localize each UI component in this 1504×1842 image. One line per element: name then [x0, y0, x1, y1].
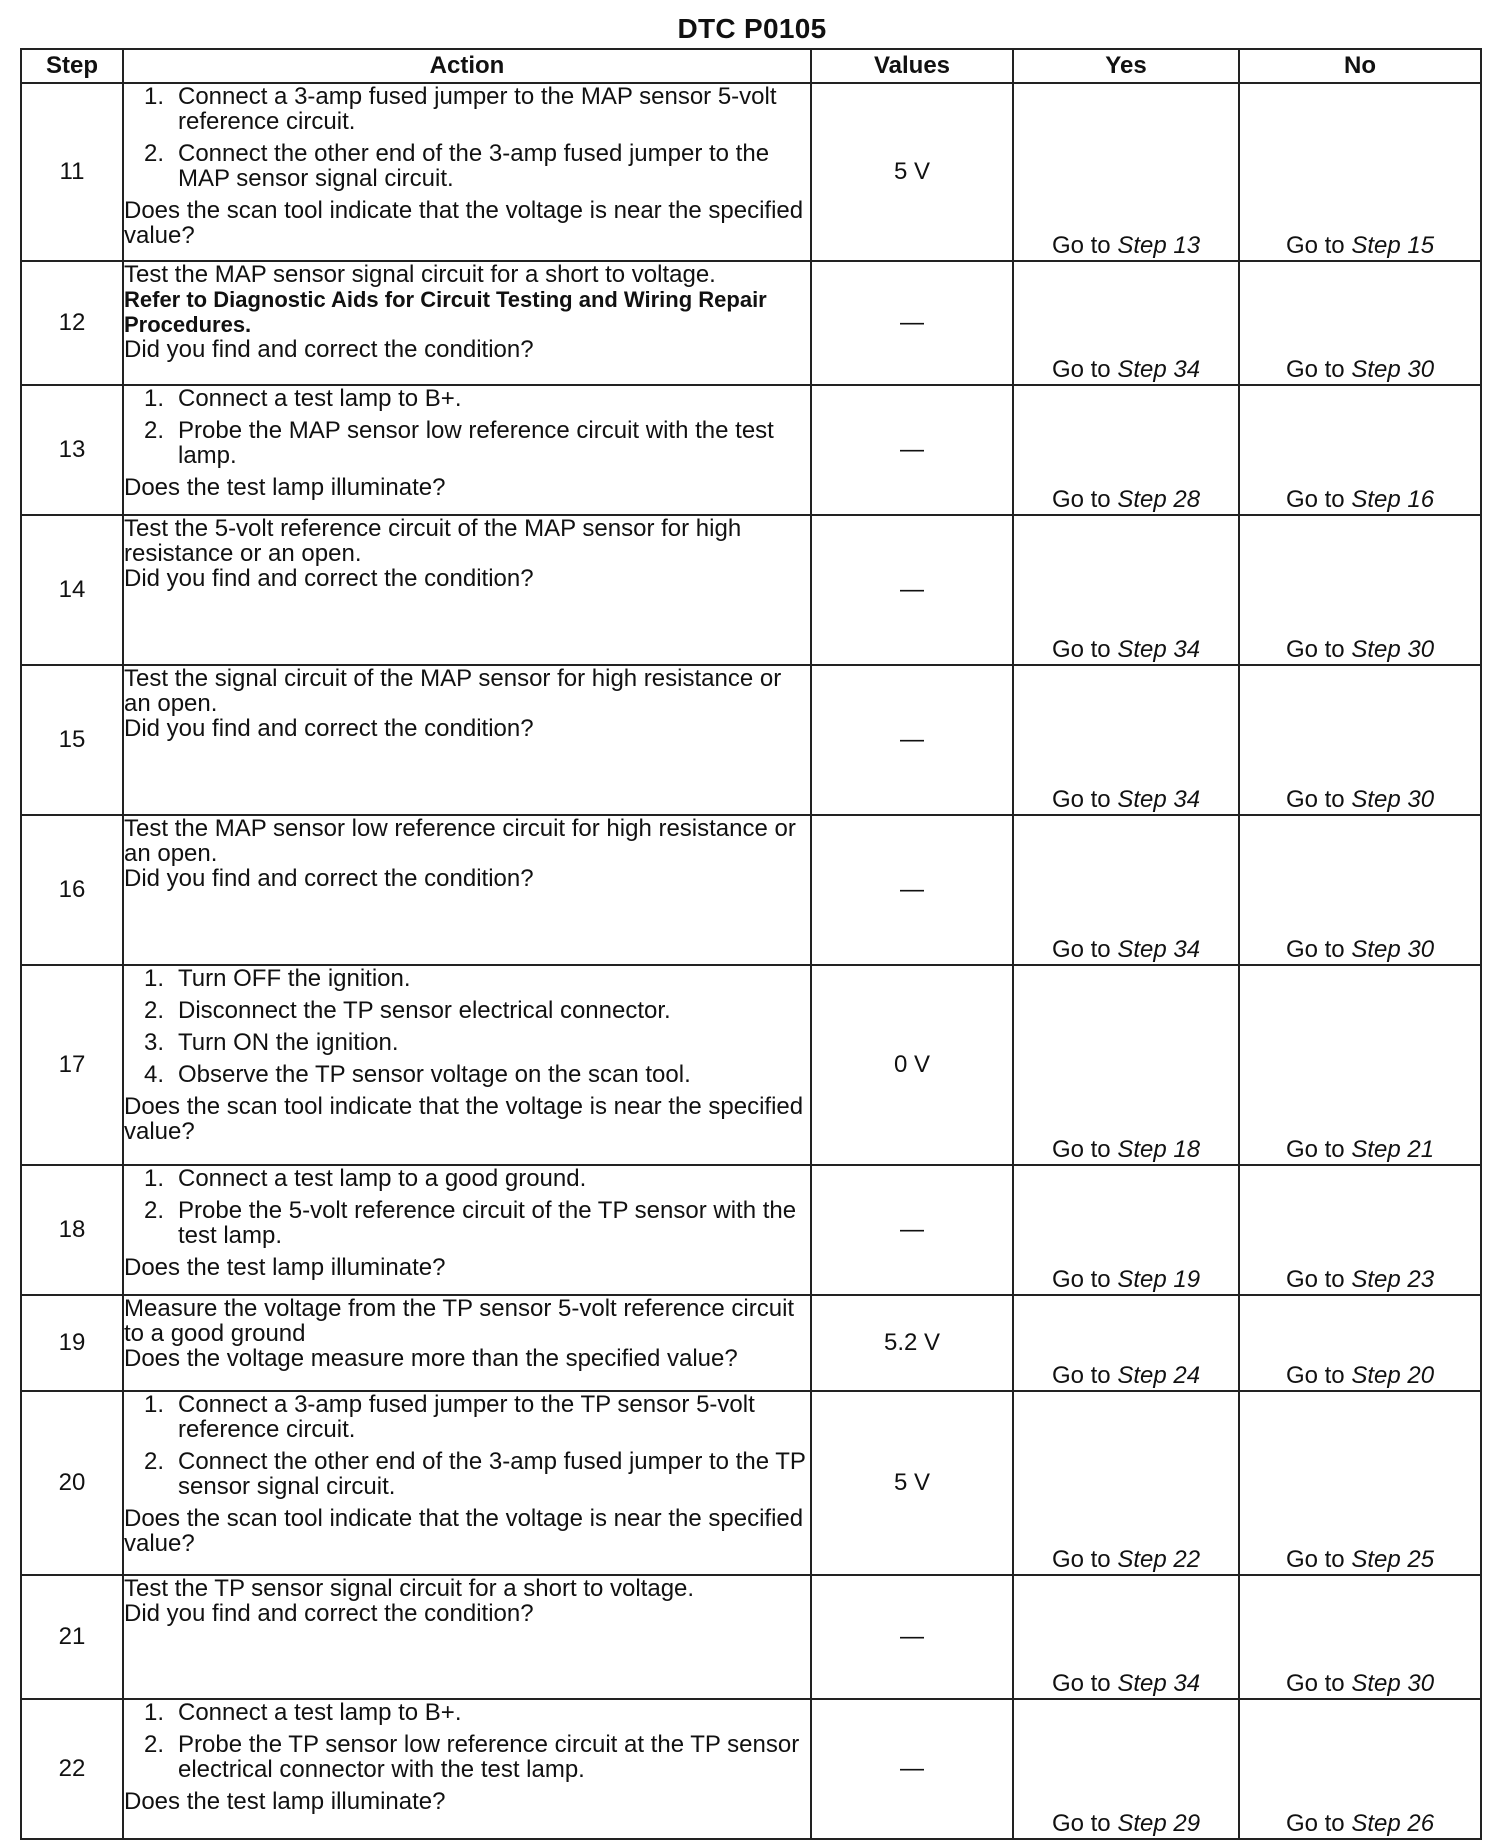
question-text: Does the test lamp illuminate?: [124, 1788, 446, 1815]
table-row: [21, 515, 1481, 665]
no-step-link[interactable]: Step 30: [1351, 786, 1435, 813]
step-number: 15: [21, 665, 123, 815]
yes-cell: [1013, 515, 1239, 665]
list-item-text: Connect a test lamp to a good ground.: [178, 1165, 587, 1192]
question-text: Does the scan tool indicate that the voltage is near the specified value?: [124, 1505, 804, 1557]
go-to-label: Go to: [1051, 1362, 1111, 1389]
list-item-number: 1.: [144, 83, 165, 110]
action-cell: [123, 665, 811, 815]
no-step-link[interactable]: Step 16: [1351, 486, 1435, 513]
action-list-item: [124, 386, 810, 411]
step-number: 22: [21, 1699, 123, 1839]
action-cell: [123, 1391, 811, 1575]
diagnostic-table: [20, 48, 1482, 1840]
action-cell: [123, 965, 811, 1165]
no-cell: [1239, 261, 1481, 385]
value-cell: 5.2 V: [811, 1295, 1013, 1391]
action-list-item: [124, 84, 810, 134]
yes-step-link[interactable]: Step 24: [1117, 1362, 1201, 1389]
question-text: Did you find and correct the condition?: [124, 1600, 534, 1627]
action-list-item: [124, 1449, 810, 1499]
value-cell: —: [811, 515, 1013, 665]
header-action: Action: [123, 49, 811, 83]
yes-cell: [1013, 815, 1239, 965]
table-row: [21, 1165, 1481, 1295]
no-cell: [1239, 1295, 1481, 1391]
go-to-label: Go to: [1051, 786, 1111, 813]
go-to-label: Go to: [1051, 232, 1111, 259]
page-title: DTC P0105: [677, 13, 827, 44]
value-cell: —: [811, 1165, 1013, 1295]
no-cell: [1239, 665, 1481, 815]
list-item-text: Probe the TP sensor low reference circuit at the TP sensor electrical connector with the test lamp.: [178, 1731, 800, 1783]
action-text: Measure the voltage from the TP sensor 5-volt reference circuit to a good ground: [124, 1295, 795, 1347]
question-text: Did you find and correct the condition?: [124, 565, 534, 592]
no-step-link[interactable]: Step 23: [1351, 1266, 1435, 1293]
no-cell: [1239, 1165, 1481, 1295]
table-row: [21, 965, 1481, 1165]
table-row: [21, 385, 1481, 515]
header-yes: Yes: [1013, 49, 1239, 83]
list-item-text: Connect the other end of the 3-amp fused jumper to the TP sensor signal circuit.: [178, 1448, 806, 1500]
no-step-link[interactable]: Step 26: [1351, 1810, 1435, 1837]
table-row: [21, 665, 1481, 815]
yes-step-link[interactable]: Step 34: [1117, 936, 1201, 963]
list-item-number: 3.: [144, 1029, 165, 1056]
yes-cell: [1013, 83, 1239, 261]
action-cell: [123, 815, 811, 965]
action-list-item: [124, 1062, 810, 1087]
action-list-item: [124, 1030, 810, 1055]
yes-cell: [1013, 1165, 1239, 1295]
no-step-link[interactable]: Step 30: [1351, 356, 1435, 383]
action-cell: [123, 1575, 811, 1699]
go-to-label: Go to: [1051, 636, 1111, 663]
list-item-text: Observe the TP sensor voltage on the scan tool.: [178, 1061, 691, 1088]
value-cell: 5 V: [811, 1391, 1013, 1575]
step-number: 16: [21, 815, 123, 965]
go-to-label: Go to: [1285, 486, 1345, 513]
step-number: 17: [21, 965, 123, 1165]
no-cell: [1239, 83, 1481, 261]
list-item-number: 2.: [144, 1197, 165, 1224]
yes-step-link[interactable]: Step 34: [1117, 1670, 1201, 1697]
no-cell: [1239, 515, 1481, 665]
no-step-link[interactable]: Step 30: [1351, 936, 1435, 963]
step-number: 21: [21, 1575, 123, 1699]
go-to-label: Go to: [1051, 1670, 1111, 1697]
question-text: Does the voltage measure more than the specified value?: [124, 1345, 738, 1372]
header-values: Values: [811, 49, 1013, 83]
action-cell: [123, 515, 811, 665]
step-number: 19: [21, 1295, 123, 1391]
action-list-item: [124, 141, 810, 191]
no-cell: [1239, 1699, 1481, 1839]
go-to-label: Go to: [1285, 356, 1345, 383]
yes-cell: [1013, 1575, 1239, 1699]
list-item-text: Connect a test lamp to B+.: [178, 385, 462, 412]
no-cell: [1239, 815, 1481, 965]
no-cell: [1239, 1391, 1481, 1575]
table-row: [21, 1391, 1481, 1575]
action-text: Test the MAP sensor low reference circuit for high resistance or an open.: [124, 815, 796, 867]
value-cell: —: [811, 261, 1013, 385]
value-cell: 5 V: [811, 83, 1013, 261]
table-row: [21, 1699, 1481, 1839]
list-item-text: Disconnect the TP sensor electrical connector.: [178, 997, 671, 1024]
step-number: 18: [21, 1165, 123, 1295]
step-number: 14: [21, 515, 123, 665]
value-cell: —: [811, 1699, 1013, 1839]
table-row: [21, 83, 1481, 261]
yes-cell: [1013, 385, 1239, 515]
go-to-label: Go to: [1285, 232, 1345, 259]
yes-cell: [1013, 965, 1239, 1165]
list-item-number: 4.: [144, 1061, 165, 1088]
yes-step-link[interactable]: Step 34: [1117, 636, 1201, 663]
go-to-label: Go to: [1051, 356, 1111, 383]
go-to-label: Go to: [1051, 1546, 1111, 1573]
list-item-text: Connect a 3-amp fused jumper to the MAP sensor 5-volt reference circuit.: [178, 83, 777, 135]
table-row: [21, 1295, 1481, 1391]
question-text: Does the scan tool indicate that the voltage is near the specified value?: [124, 197, 804, 249]
table-row: [21, 815, 1481, 965]
list-item-number: 1.: [144, 1391, 165, 1418]
yes-cell: [1013, 1391, 1239, 1575]
action-text: Test the TP sensor signal circuit for a short to voltage.: [124, 1575, 695, 1602]
list-item-text: Connect a 3-amp fused jumper to the TP sensor 5-volt reference circuit.: [178, 1391, 755, 1443]
go-to-label: Go to: [1051, 1810, 1111, 1837]
go-to-label: Go to: [1285, 936, 1345, 963]
step-number: 11: [21, 83, 123, 261]
no-step-link[interactable]: Step 30: [1351, 636, 1435, 663]
list-item-text: Turn OFF the ignition.: [178, 965, 411, 992]
action-cell: [123, 261, 811, 385]
go-to-label: Go to: [1051, 1266, 1111, 1293]
value-cell: —: [811, 665, 1013, 815]
list-item-number: 2.: [144, 140, 165, 167]
go-to-label: Go to: [1285, 1362, 1345, 1389]
question-text: Does the test lamp illuminate?: [124, 474, 446, 501]
action-list-item: [124, 1732, 810, 1782]
yes-cell: [1013, 261, 1239, 385]
no-cell: [1239, 385, 1481, 515]
step-number: 12: [21, 261, 123, 385]
table-header-row: [21, 49, 1481, 83]
yes-cell: [1013, 1295, 1239, 1391]
action-list-item: [124, 418, 810, 468]
action-cell: [123, 1699, 811, 1839]
list-item-text: Probe the 5-volt reference circuit of the TP sensor with the test lamp.: [178, 1197, 797, 1249]
table-row: [21, 261, 1481, 385]
value-cell: —: [811, 815, 1013, 965]
go-to-label: Go to: [1051, 1136, 1111, 1163]
action-text: Test the MAP sensor signal circuit for a short to voltage.: [124, 261, 716, 288]
question-text: Did you find and correct the condition?: [124, 336, 534, 363]
question-text: Did you find and correct the condition?: [124, 715, 534, 742]
list-item-number: 2.: [144, 1731, 165, 1758]
list-item-text: Connect the other end of the 3-amp fused jumper to the MAP sensor signal circuit.: [178, 140, 770, 192]
go-to-label: Go to: [1051, 486, 1111, 513]
action-list-item: [124, 998, 810, 1023]
action-text: Test the 5-volt reference circuit of the MAP sensor for high resistance or an open.: [124, 515, 742, 567]
go-to-label: Go to: [1285, 1266, 1345, 1293]
question-text: Did you find and correct the condition?: [124, 865, 534, 892]
go-to-label: Go to: [1051, 936, 1111, 963]
yes-cell: [1013, 1699, 1239, 1839]
yes-step-link[interactable]: Step 19: [1117, 1266, 1201, 1293]
list-item-number: 2.: [144, 417, 165, 444]
question-text: Does the scan tool indicate that the voltage is near the specified value?: [124, 1093, 804, 1145]
yes-step-link[interactable]: Step 13: [1117, 232, 1201, 259]
action-list-item: [124, 1392, 810, 1442]
list-item-text: Connect a test lamp to B+.: [178, 1699, 462, 1726]
action-list-item: [124, 1700, 810, 1725]
yes-step-link[interactable]: Step 18: [1117, 1136, 1201, 1163]
list-item-text: Turn ON the ignition.: [178, 1029, 399, 1056]
header-step: Step: [21, 49, 123, 83]
no-step-link[interactable]: Step 15: [1351, 232, 1435, 259]
go-to-label: Go to: [1285, 1670, 1345, 1697]
value-cell: —: [811, 385, 1013, 515]
action-cell: [123, 1295, 811, 1391]
list-item-number: 1.: [144, 965, 165, 992]
no-step-link[interactable]: Step 30: [1351, 1670, 1435, 1697]
yes-step-link[interactable]: Step 29: [1117, 1810, 1201, 1837]
list-item-text: Probe the MAP sensor low reference circuit with the test lamp.: [178, 417, 774, 469]
go-to-label: Go to: [1285, 636, 1345, 663]
yes-step-link[interactable]: Step 22: [1117, 1546, 1201, 1573]
action-text: Test the signal circuit of the MAP sensor for high resistance or an open.: [124, 665, 782, 717]
step-number: 20: [21, 1391, 123, 1575]
go-to-label: Go to: [1285, 1136, 1345, 1163]
no-step-link[interactable]: Step 20: [1351, 1362, 1435, 1389]
yes-step-link[interactable]: Step 34: [1117, 786, 1201, 813]
header-no: No: [1239, 49, 1481, 83]
yes-step-link[interactable]: Step 34: [1117, 356, 1201, 383]
yes-cell: [1013, 665, 1239, 815]
go-to-label: Go to: [1285, 786, 1345, 813]
no-step-link[interactable]: Step 21: [1351, 1136, 1435, 1163]
go-to-label: Go to: [1285, 1546, 1345, 1573]
no-step-link[interactable]: Step 25: [1351, 1546, 1435, 1573]
action-list-item: [124, 1166, 810, 1191]
action-list-item: [124, 1198, 810, 1248]
go-to-label: Go to: [1285, 1810, 1345, 1837]
no-cell: [1239, 1575, 1481, 1699]
value-cell: —: [811, 1575, 1013, 1699]
action-list-item: [124, 966, 810, 991]
list-item-number: 1.: [144, 1165, 165, 1192]
list-item-number: 2.: [144, 1448, 165, 1475]
table-row: [21, 1575, 1481, 1699]
list-item-number: 2.: [144, 997, 165, 1024]
list-item-number: 1.: [144, 385, 165, 412]
question-text: Does the test lamp illuminate?: [124, 1254, 446, 1281]
yes-step-link[interactable]: Step 28: [1117, 486, 1201, 513]
value-cell: 0 V: [811, 965, 1013, 1165]
action-cell: [123, 83, 811, 261]
action-cell: [123, 385, 811, 515]
action-cell: [123, 1165, 811, 1295]
list-item-number: 1.: [144, 1699, 165, 1726]
no-cell: [1239, 965, 1481, 1165]
step-number: 13: [21, 385, 123, 515]
procedure-reference: Refer to Diagnostic Aids for Circuit Testing and Wiring Repair Procedures.: [124, 287, 767, 337]
